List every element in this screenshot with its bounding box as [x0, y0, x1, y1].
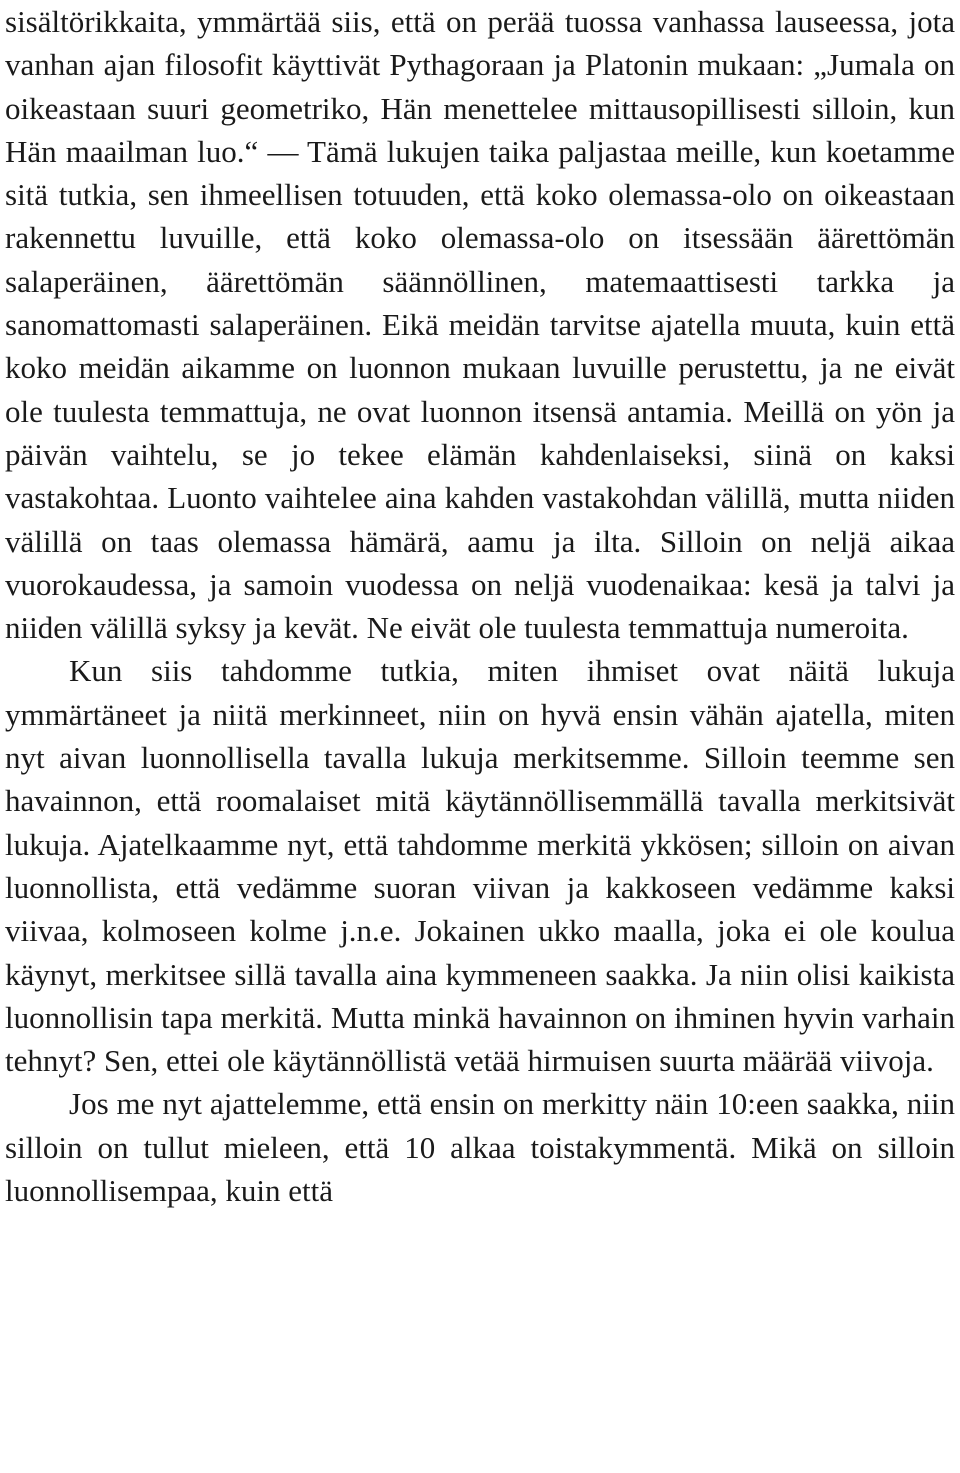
paragraph-roman-numerals: Kun siis tahdomme tutkia, miten ihmiset ovat näitä lukuja ymmärtäneet ja niitä merkinneet, niin on hyvä ensin vähän ajatella, miten nyt aivan luonnollisella tavalla lukuja merkitsemme. Silloin teemme sen havainnon, että roomalaiset mitä käytännöllisemmällä tavalla merkitsivät lukuja. Ajatelkaamme nyt, että tahdomme merkitä ykkösen; silloin on aivan luonnollista, että vedämme suoran viivan ja kakkoseen vedämme kaksi viivaa, kolmoseen kolme j.n.e. Jokainen ukko maalla, joka ei ole koulua käynyt, merkitsee sillä tavalla aina kymmeneen saakka. Ja niin olisi kaikista luonnollisin tapa merkitä. Mutta minkä havainnon on ihminen hyvin varhain tehnyt? Sen, ettei ole käytännöllistä vetää hirmuisen suurta määrää viivoja. [5, 653, 955, 1079]
document-page [5, 0, 955, 1212]
paragraph-continuation: sisältörikkaita, ymmärtää siis, että on perää tuossa vanhassa lauseessa, jota vanhan ajan filosofit käyttivät Pythagoraan ja Platonin mukaan: „Jumala on oikeastaan suuri geometriko, Hän menettelee mittausopillisesti silloin, kun Hän maailman luo.“ — Tämä lukujen taika paljastaa meille, kun koetamme sitä tutkia, sen ihmeellisen totuuden, että koko olemassa-olo on oikeastaan rakennettu luvuille, että koko olemassa-olo on itsessään äärettömän salaperäinen, äärettömän säännöllinen, matemaattisesti tarkka ja sanomattomasti salaperäinen. Eikä meidän tarvitse ajatella muuta, kuin että koko meidän aikamme on luonnon mukaan luvuille perustettu, ja ne eivät ole tuulesta temmattuja, ne ovat luonnon itsensä antamia. Meillä on yön ja päivän vaihtelu, se jo tekee elämän kahdenlaiseksi, siinä on kaksi vastakohtaa. Luonto vaihtelee aina kahden vastakohdan välillä, mutta niiden välillä on taas olemassa hämärä, aamu ja ilta. Silloin on neljä aikaa vuorokaudessa, ja samoin vuodessa on neljä vuodenaikaa: kesä ja talvi ja niiden välillä syksy ja kevät. Ne eivät ole tuulesta temmattuja numeroita. [5, 4, 955, 646]
paragraph-counting-to-ten: Jos me nyt ajattelemme, että ensin on merkitty näin 10:een saakka, niin silloin on tullut mieleen, että 10 alkaa toistakymmentä. Mikä on silloin luonnollisempaa, kuin että [5, 1086, 955, 1209]
